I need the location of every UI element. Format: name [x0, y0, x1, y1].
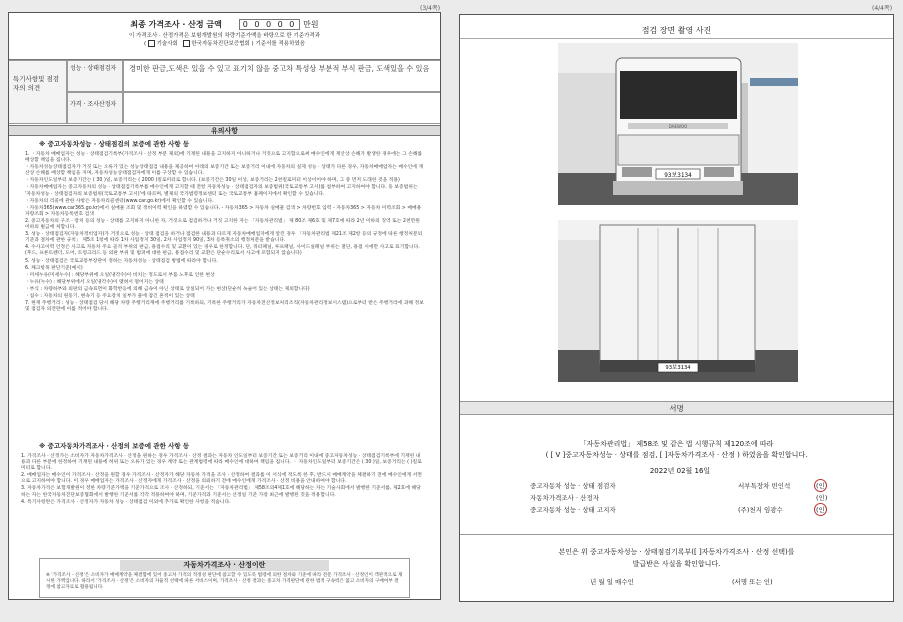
seal-stamp-icon	[814, 503, 827, 516]
section1-note-item: ㆍ누유(누수) : 해당부위에서 오일(냉각수)이 맺혀서 떨어지는 상태	[25, 279, 164, 285]
section1	[9, 139, 440, 441]
page-number-right: (4/4쪽)	[872, 5, 893, 12]
section1-note-item: ㆍ자동차인도일부터 보증기간는 ( 30 )일, 보증거리는 ( 2000 )킬로미터로 합니다. (보증기간은 30일 이상, 보증거리는 2천킬로미터 이상이어야 하며, 그 중 먼저 도래한 것을 적용)	[25, 178, 400, 184]
section1-note-item: ㆍ자동차365(www.car365.go.kr)에서 실매물 조회 및 정비이력 확인을 하였할 수 있습니다. - 자동차365 > 자동차 실매물 검색 > 차량번호 입력 - 자동차365 > 자동차 이력조회 > 매매용자량조회 > 자동차등록번호 검색	[25, 205, 422, 217]
photo-header: 점검 장면 촬영 사진	[460, 23, 893, 39]
rear-inspection-photo	[558, 220, 798, 382]
section1-note-item: 2. 중고자동차의 구조 · 장치 등의 성능 · 상태를 고지하지 아니한 자, 거짓으로 점검하거나 거짓 고지한 자는 「자동차관리법」 제 80조 제6호 및 제7호에 따라 2년 이하의 징역 또는 2천만원 이하의 벌금에 처합니다.	[25, 218, 420, 231]
price-text-cell	[123, 92, 440, 124]
section1-note-item: ㆍ부식 : 차량하부와 외판의 금속표면이 화학반응에 의해 금속이 아닌 상태로 상실되어 가는 현상(단순히 녹슬어 있는 상태는 제외합니다)	[25, 286, 310, 292]
option1-label: 기술사회	[156, 41, 178, 47]
brand-logo-text: DAEWOO	[668, 124, 688, 129]
section1-note-item: ㆍ자동차의 리콜에 관한 사항은 자동차리콜센터(www.car.go.kr)에서 확인할 수 있습니다.	[25, 198, 214, 204]
section2-note-item: 1. 가격조사 · 산정가는 소비자가 자동차가격조사 · 산정을 원하는 경우 가격조사 · 산정 결과는 자동차 인도일부터 보증기간 또는 보증거리 이내에 중고자동차성능 · 상태점검기록부에 기재된 내용과 다른 부분에 한정하여 기재된 내용에 허위 또는 오류가 있는 경우 계약 또는 관계법령에 따라 매수인에 대하여 책임을 집니다. ㆍ 자동차인도일부터 보증기간은 ( 30 )일, 보증거리는 ( )킬로미터로 합니다.	[21, 454, 422, 472]
price-label: 가격 · 조사산정자	[70, 101, 117, 108]
section2-note-item: 2. 매매업자는 매수인이 가격조사 · 산정을 원할 경우 가격조사 · 산정자가 해당 자동차 가격을 조사 · 산정하여 결과를 이 서식에 적도록 한 후, 반드시 매매계약을 체결하기 전에 매수인에게 서면으로 고지하여야 합니다. 이 경우 매매업자는 가격조사 · 산정자에게 가격조사 · 산정을 의뢰하기 전에 매수인에게 가격조사 · 산정 비용을 안내하여야 합니다.	[21, 473, 422, 485]
front-inspection-photo	[558, 43, 798, 205]
seal-stamp-icon	[814, 479, 827, 492]
law-line-2: ( [ V ]중고자동차성능 · 상태를 점검, [ ]자동차가격조사 · 산정 ) 하였음을 확인합니다.	[545, 451, 808, 459]
opinion-table	[9, 59, 440, 123]
sign-date: 2022년 02월 16일	[649, 467, 711, 475]
bottom-header: 자동차가격조사 · 산정이란	[120, 560, 329, 571]
section2-note-item: 4. 특기사항란은 가격조사 · 산정자가 자동차 성능 · 상태점검 이외에 추가로 확인한 사항을 적습니다.	[21, 499, 231, 505]
receipt-sign[interactable]: (서명 또는 인)	[732, 578, 773, 586]
perf-label-cell	[67, 60, 123, 92]
section1-note-item: 4. 수사고이력 인정은 사고로 자동차 주요 골격 부위의 판금, 용접수리 및 교환이 있는 경우로 한정합니다. 단, 쿼터패널, 루프패널, 사이드실패널 부위는 절단, 용접 시에만 사고로 표기합니다. (후드, 프론트펜더, 도어, 트렁크리드 등 외판 부위 및 범퍼에 대한 판금, 용접수리 및 교환은 단순수리로서 사고에 포함되지 않습니다)	[25, 245, 420, 257]
truck-rear-image	[558, 220, 798, 382]
perf-text: 경미한 판금,도색은 있을 수 있고 표기치 않음 중고차 특성상 부분적 부식 판금, 도색있을 수 있음	[129, 64, 430, 73]
option1-checkbox[interactable]	[148, 40, 155, 47]
final-price-value: 0 0 0 0 0	[239, 19, 301, 30]
section2-note-item: 3. 자동차가격은 보험개발원이 정한 차량기준가액을 기준가격으로 조사 · 산정하되, 기준서는 「자동차관리법」 제58조의4제1호에 해당하는 자는 기술사회에서 발행한 기준서를, 제2호에 해당하는 자는 한국자동차진단보증협회에서 발행한 기준서를 각각 적용하여야 하며, 기준가격과 기준서는 산정일 기준 가장 최근에 발행된 것을 적용합니다.	[21, 486, 421, 498]
receipt-line-1: 본인은 위 중고자동차성능 · 상태점검기록부([ ]자동차가격조사 · 산정 선택)를	[558, 548, 795, 556]
basis-suffix: 기준서를 적용하였음	[255, 41, 306, 47]
section1-note-item: 3. 성능 · 상태점검자(자동차정비업자)가 거짓으로 성능 · 상태 점검을 하거나 점검한 내용과 다르게 자동차매매업자에게 알린 경우 「자동차관리법 제21조 제2항 등의 규정에 따른 행정처분의 기준과 절차에 관한 규칙」 제5조 1항에 따라 1차 사업정지 30일, 2차 사업정지 90일, 3차 등록취소의 행정처분을 받습니다.	[25, 232, 423, 244]
bottom-text: ※ '가격조사 · 산정'은 소비자가 매매계약을 체결함에 있어 중고차 가격의 적정성 판단에 참고할 수 있도록 법령에 의한 절차와 기준에 따라 전문 가격조사 · 산정인이 객관적으로 제시한 가액입니다. 따라서 '가격조사 · 산정'은 소비자의 자율적 선택에 따른 서비스이며, 가격조사 · 산정 결과는 중고차 가격판단에 관한 법적 구속력은 없고 소비자의 구매여부 결정에 참고자료로 활용됩니다.	[46, 573, 403, 590]
seal-mark[interactable]: (인)	[816, 506, 828, 514]
section2	[9, 441, 440, 553]
record-page-4	[459, 14, 894, 602]
law-line-1: 「자동차관리법」 제58조 및 같은 법 시행규칙 제120조에 따라	[579, 440, 774, 448]
receipt-date: 년 월 일 매수인	[590, 578, 634, 586]
record-page-3	[8, 12, 441, 600]
section1-note-item: 7. 현재 주행거리 : 성능 · 상태점검 당시 해당 차량 주행거리계에 주행거리를 기록하되, 기록한 주행거리가 자동차전산정보처리조직(자동차관리정보시스템)으로부터 받은 주행거리에 과해 정보 및 점검자 의견란에 이를 적어야 합니다.	[25, 301, 424, 313]
option2-label: 한국자동차진단보증협회	[191, 41, 250, 47]
seal-mark[interactable]: (인)	[816, 494, 828, 502]
section1-note-item: 1. ㆍ자동차 매매업자는 성능 · 상태점검기록부(가격조사 · 산정 부분 제외)에 기재된 내용을 고지하지 아니하거나 거짓으로 고지함으로써 매수인에게 재산상 손해가 발생한 경우에는 그 손해를 배상할 책임을 집니다.	[25, 152, 423, 164]
opinion-label: 특기사항및 점검자의 의견	[13, 75, 60, 92]
perf-label: 성능 · 상태점검자	[70, 65, 117, 72]
section1-note-item: 5. 성능 · 상태점검은 국토교통부장관이 정하는 자동차성능 · 상태점검 방법에 따라야 합니다.	[25, 258, 218, 264]
price-text	[124, 93, 440, 99]
section2-list	[15, 454, 434, 506]
notes-header: 유의사항	[9, 125, 440, 136]
signer-name: (주)천지 임광수	[738, 506, 783, 514]
section1-title: ※ 중고자동차성능 · 상태점검의 보증에 관한 사항 등	[39, 140, 190, 148]
section1-note-item: ㆍ자동차성능상태점검자가 거짓 또는 오류가 있는 성능상태점검 내용을 제공하여 아래의 보증기간 또는 보증거리 이내에 자동차의 실제 성능 · 상태가 다른 경우, 자동차매매업자는 매수인에 재산상 손해를 배상할 책임을 지며, 자동차성능상태점검자에게 이를 구상할 수 있습니다.	[25, 165, 424, 177]
signer-role: 중고자동차 성능 · 상태 점검자	[530, 482, 616, 490]
front-plate-text: 93보3134	[664, 172, 692, 179]
final-price-block	[9, 17, 440, 57]
rear-plate-text: 93보3134	[665, 365, 691, 371]
final-price-unit: 만원	[303, 20, 319, 29]
receipt-section	[460, 534, 893, 602]
receipt-line-2: 발급받은 사실을 확인합니다.	[632, 560, 721, 568]
option2-checkbox[interactable]	[183, 40, 190, 47]
section1-note-item: ㆍ자동차매매업자는 중고자동차의 성능 · 상태점검기록부를 매수인에게 고지할 때 전항 자동차성능 · 상태점검자의 보증범위(국토교통부 고시)를 첨부하여 고지하여야 합니다. 동 보증범위는 '자동차성능 · 상태점검자의 보증범위(국토교통부 고시)'에 따르며, 별제의 국가법령정보센터 또는 국토교통부 홈페이지에서 확인할 수 있습니다.	[25, 185, 418, 197]
section1-note-item: ㆍ침수 : 자동차의 원동기, 변속기 등 주요장치 일부가 물에 잠긴 흔적이 있는 상태	[25, 293, 195, 299]
page-number-left: (3/4쪽)	[420, 5, 441, 12]
bottom-box	[39, 558, 410, 598]
signature-header: 서명	[460, 401, 893, 415]
basis-options: ( 기술사회 한국자동차진단보증협회 ) 기준서를 적용하였음	[143, 41, 306, 47]
signer-role: 자동차가격조사 · 산정자	[530, 494, 599, 502]
final-price-label: 최종 가격조사 · 산정 금액	[130, 20, 222, 29]
perf-text-cell	[123, 60, 440, 92]
signer-role: 중고자동차 성능 · 상태 고지자	[530, 506, 616, 514]
section2-title: ※ 중고자동차가격조사 · 산정의 보증에 관한 사항 등	[39, 442, 190, 450]
signer-name: 서부특장차 빈인석	[738, 482, 791, 490]
section1-list	[15, 152, 434, 313]
seal-mark[interactable]: (인)	[816, 482, 828, 490]
section1-note-item: ㆍ미세누유(미세누수) : 해당부위에 오일(냉각수)이 비치는 정도로서 부품 노후로 인한 현상	[25, 272, 215, 278]
section1-note-item: 6. 체크항목 판단기준(예시)	[25, 265, 83, 271]
price-label-cell	[67, 92, 123, 124]
basis-text: 이 가격조사 · 산정가격은 보험개발원의 차량기준가액을 바탕으로 한 기준가격과	[128, 33, 321, 39]
opinion-label-cell	[9, 60, 67, 124]
